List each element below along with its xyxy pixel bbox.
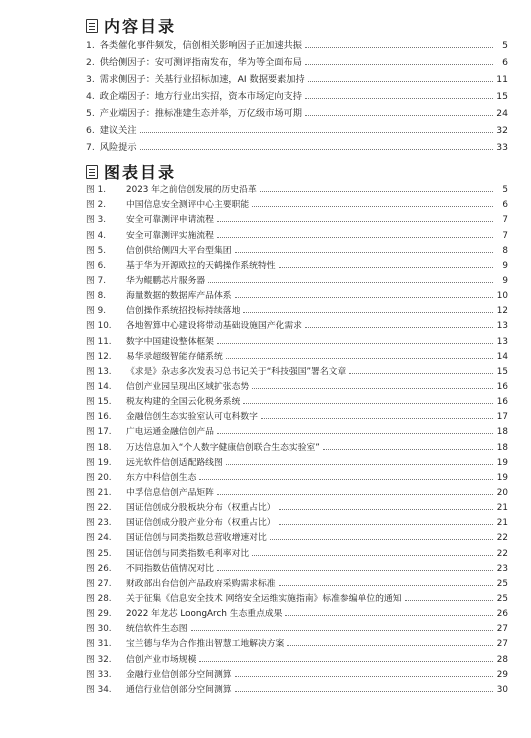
entry-label: 国证信创成分股板块分布（权重占比） [126,503,276,514]
figure-entry[interactable] [86,195,508,210]
entry-number: 图 25. [86,548,112,559]
dot-leader [243,312,493,313]
dot-leader [140,149,493,150]
dot-leader [217,221,493,222]
entry-label: 供给侧因子：安可测评指南发布，华为等全面布局 [99,57,302,68]
entry-number: 5. [86,108,95,119]
figure-entry[interactable] [86,543,508,558]
entry-page-number: 27 [496,624,508,635]
entry-label: 建议关注 [99,125,137,136]
entry-page-number: 12 [496,306,508,317]
toc-list [86,34,508,153]
figures-title: 图表目录 [104,163,177,182]
entry-label: 各类催化事件频发，信创相关影响因子正加速共振 [99,40,302,51]
entry-number: 图 4. [86,230,106,241]
dot-leader [260,191,493,192]
toc-entry[interactable] [86,85,508,102]
entry-label: 风险提示 [99,142,137,153]
dot-leader [270,539,493,540]
entry-number: 图 21. [86,487,112,498]
toc-title: 内容目录 [104,17,177,36]
entry-page-number: 5 [502,185,508,196]
entry-page-number: 17 [496,412,508,423]
entry-page-number: 19 [496,472,508,483]
figures-list [86,180,508,695]
dot-leader [199,479,493,480]
figure-entry[interactable] [86,634,508,649]
figure-entry[interactable] [86,377,508,392]
entry-label: 远光软件信创适配路线图 [126,457,223,468]
entry-label: 中国信息安全测评中心主要职能 [126,200,250,211]
figure-entry[interactable] [86,256,508,271]
entry-page-number: 8 [502,245,508,256]
figure-entry[interactable] [86,271,508,286]
entry-page-number: 22 [496,533,508,544]
dot-leader [235,252,493,253]
dot-leader [217,343,493,344]
entry-number: 4. [86,91,95,102]
entry-label: 宝兰德与华为合作推出智慧工地解决方案 [126,639,285,650]
figure-entry[interactable] [86,619,508,634]
dot-leader [279,524,493,525]
entry-page-number: 33 [496,142,508,153]
entry-page-number: 21 [496,503,508,514]
entry-label: 各地智算中心建设将带动基础设施国产化需求 [126,321,302,332]
figure-entry[interactable] [86,316,508,331]
figure-entry[interactable] [86,649,508,664]
dot-leader [323,449,493,450]
figure-entry[interactable] [86,604,508,619]
entry-label: 2022 年龙芯 LoongArch 生态重点成果 [126,609,283,620]
entry-label: 财政部出台信创产品政府采购需求标准 [126,578,276,589]
entry-page-number: 20 [496,487,508,498]
entry-page-number: 6 [502,200,508,211]
entry-number: 图 31. [86,639,112,650]
entry-label: 信创操作系统招投标持续落地 [126,306,241,317]
entry-page-number: 21 [496,518,508,529]
entry-label: 信创供给侧四大平台型集团 [126,245,232,256]
entry-number: 图 7. [86,275,106,286]
figure-entry[interactable] [86,574,508,589]
entry-number: 图 23. [86,518,112,529]
entry-number: 图 15. [86,397,112,408]
entry-page-number: 7 [502,230,508,241]
entry-number: 3. [86,74,95,85]
entry-label: 产业端因子：推标准建生态并举，万亿级市场可期 [99,108,302,119]
figure-entry[interactable] [86,559,508,574]
entry-number: 图 14. [86,381,112,392]
entry-page-number: 9 [502,275,508,286]
entry-page-number: 29 [496,669,508,680]
document-icon [86,165,98,179]
dot-leader [287,645,493,646]
entry-label: 2023 年之前信创发展的历史沿革 [126,185,257,196]
entry-number: 图 9. [86,306,106,317]
entry-page-number: 6 [502,57,508,68]
entry-page-number: 26 [496,609,508,620]
entry-page-number: 15 [496,91,508,102]
figure-entry[interactable] [86,528,508,543]
entry-number: 图 22. [86,503,112,514]
entry-number: 图 34. [86,684,112,695]
entry-label: 需求侧因子：关基行业招标加速，AI 数据要素加持 [99,74,305,85]
figure-entry[interactable] [86,286,508,301]
entry-number: 图 24. [86,533,112,544]
dot-leader [308,81,493,82]
dot-leader [279,509,493,510]
dot-leader [305,327,493,328]
dot-leader [199,661,493,662]
figure-entry[interactable] [86,225,508,240]
entry-page-number: 22 [496,548,508,559]
figure-entry[interactable] [86,422,508,437]
entry-number: 2. [86,57,95,68]
entry-number: 图 19. [86,457,112,468]
figure-entry[interactable] [86,392,508,407]
entry-page-number: 15 [496,366,508,377]
figure-entry[interactable] [86,241,508,256]
figure-entry[interactable] [86,347,508,362]
entry-number: 图 20. [86,472,112,483]
dot-leader [235,297,493,298]
entry-page-number: 10 [496,291,508,302]
figure-entry[interactable] [86,468,508,483]
entry-page-number: 16 [496,397,508,408]
entry-page-number: 14 [496,351,508,362]
entry-number: 图 27. [86,578,112,589]
entry-page-number: 18 [496,427,508,438]
dot-leader [191,630,493,631]
dot-leader [252,206,493,207]
entry-label: 东方中科信创生态 [126,472,197,483]
dot-leader [305,98,493,99]
dot-leader [305,115,493,116]
entry-number: 图 12. [86,351,112,362]
entry-page-number: 23 [496,563,508,574]
entry-label: 不同指数估值情况对比 [126,563,214,574]
entry-number: 图 3. [86,215,106,226]
entry-page-number: 16 [496,381,508,392]
entry-page-number: 11 [496,74,508,85]
figure-entry[interactable] [86,453,508,468]
figure-entry[interactable] [86,407,508,422]
entry-label: 基于华为开源欧拉的天鹤操作系统特性 [126,260,276,271]
entry-number: 图 30. [86,624,112,635]
entry-label: 统信软件生态图 [126,624,188,635]
entry-label: 万达信息加入“个人数字健康信创联合生态实验室” [126,442,320,453]
entry-number: 图 11. [86,336,112,347]
entry-label: 信创产业园呈现出区域扩张态势 [126,381,250,392]
entry-number: 图 33. [86,669,112,680]
document-icon [86,19,98,33]
entry-label: 中孚信息信创产品矩阵 [126,487,214,498]
figure-entry[interactable] [86,513,508,528]
entry-page-number: 7 [502,215,508,226]
entry-label: 国证信创与同类指数总营收增速对比 [126,533,267,544]
entry-page-number: 25 [496,578,508,589]
entry-number: 图 17. [86,427,112,438]
dot-leader [252,388,493,389]
figure-entry[interactable] [86,210,508,225]
figure-entry[interactable] [86,680,508,695]
entry-number: 1. [86,40,95,51]
dot-leader [305,47,493,48]
dot-leader [349,373,493,374]
entry-page-number: 30 [496,684,508,695]
entry-number: 图 28. [86,593,112,604]
dot-leader [252,555,493,556]
entry-number: 6. [86,125,95,136]
entry-page-number: 27 [496,639,508,650]
entry-number: 图 10. [86,321,112,332]
entry-page-number: 18 [496,442,508,453]
entry-number: 图 32. [86,654,112,665]
dot-leader [261,418,493,419]
figure-entry[interactable] [86,589,508,604]
entry-number: 图 13. [86,366,112,377]
dot-leader [226,464,493,465]
dot-leader [235,676,493,677]
entry-number: 图 29. [86,609,112,620]
entry-page-number: 25 [496,593,508,604]
entry-label: 广电运通金融信创产品 [126,427,214,438]
entry-number: 图 8. [86,291,106,302]
figure-entry[interactable] [86,498,508,513]
toc-entry[interactable] [86,68,508,85]
entry-label: 通信行业信创部分空间测算 [126,684,232,695]
entry-label: 易华录超级智能存储系统 [126,351,223,362]
dot-leader [217,494,493,495]
entry-label: 数字中国建设整体框架 [126,336,214,347]
dot-leader [140,132,493,133]
entry-label: 政企端因子：地方行业出实招，资本市场定向支持 [99,91,302,102]
entry-page-number: 9 [502,260,508,271]
entry-number: 图 26. [86,563,112,574]
figure-entry[interactable] [86,331,508,346]
dot-leader [235,691,493,692]
dot-leader [285,615,493,616]
entry-number: 图 18. [86,442,112,453]
entry-number: 图 5. [86,245,106,256]
entry-page-number: 32 [496,125,508,136]
figure-entry[interactable] [86,483,508,498]
entry-page-number: 19 [496,457,508,468]
entry-label: 安全可靠测评实施流程 [126,230,214,241]
entry-label: 《求是》杂志多次发表习总书记关于“科技强国”署名文章 [126,366,347,377]
dot-leader [405,600,493,601]
entry-page-number: 5 [502,40,508,51]
entry-page-number: 24 [496,108,508,119]
toc-entry[interactable] [86,136,508,153]
entry-label: 信创产业市场规模 [126,654,197,665]
toc-entry[interactable] [86,51,508,68]
entry-label: 安全可靠测评申请流程 [126,215,214,226]
dot-leader [217,433,493,434]
entry-label: 关于征集《信息安全技术 网络安全运维实施指南》标准参编单位的通知 [126,593,402,604]
entry-number: 图 16. [86,412,112,423]
entry-number: 7. [86,142,95,153]
figure-entry[interactable] [86,437,508,452]
dot-leader [217,570,493,571]
dot-leader [226,358,493,359]
toc-entry[interactable] [86,102,508,119]
entry-page-number: 13 [496,336,508,347]
entry-label: 国证信创与同类指数毛利率对比 [126,548,250,559]
dot-leader [305,64,493,65]
entry-label: 金融信创生态实验室认可屯科数字 [126,412,258,423]
entry-page-number: 28 [496,654,508,665]
dot-leader [208,282,493,283]
entry-label: 国证信创成分股产业分布（权重占比） [126,518,276,529]
figure-entry[interactable] [86,665,508,680]
entry-number: 图 2. [86,200,106,211]
entry-label: 海量数据的数据库产品体系 [126,291,232,302]
dot-leader [217,237,493,238]
entry-number: 图 1. [86,185,106,196]
entry-number: 图 6. [86,260,106,271]
dot-leader [279,267,493,268]
dot-leader [243,403,493,404]
toc-entry[interactable] [86,119,508,136]
figure-entry[interactable] [86,180,508,195]
figure-entry[interactable] [86,362,508,377]
figure-entry[interactable] [86,301,508,316]
dot-leader [279,585,493,586]
toc-entry[interactable] [86,34,508,51]
entry-label: 华为鲲鹏芯片服务器 [126,275,206,286]
entry-label: 税友构建的全国云化税务系统 [126,397,241,408]
entry-page-number: 13 [496,321,508,332]
entry-label: 金融行业信创部分空间测算 [126,669,232,680]
